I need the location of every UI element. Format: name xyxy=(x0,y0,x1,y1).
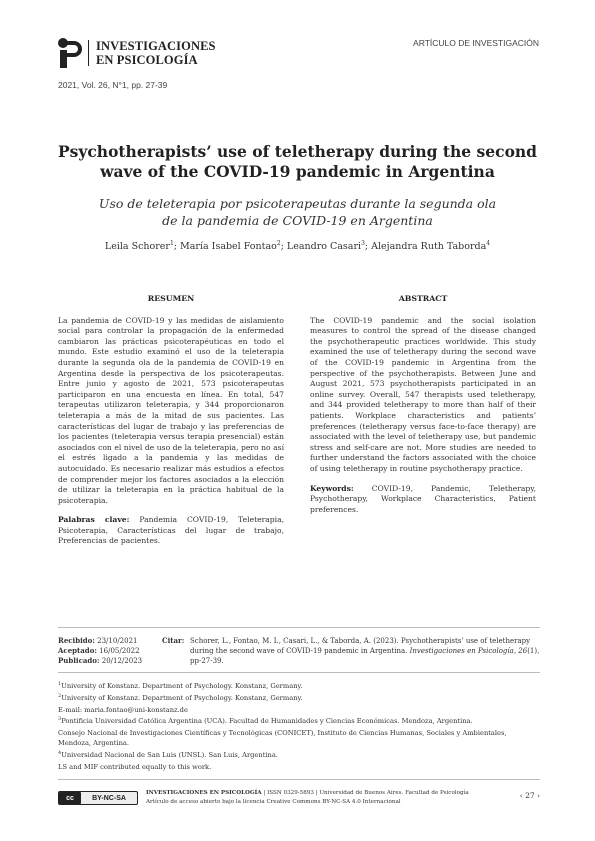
affiliation-item: $^4$Universidad Nacional de San Luis (UNSL). San Luis, Argentina. xyxy=(58,749,278,759)
author: Leila Schorer$^1$; xyxy=(104,240,181,253)
keywords-label: Palabras clave: xyxy=(58,515,130,525)
abstract-body: The COVID-19 pandemic and the social isolation measures to control the spread of the disease changed the psychotherapeutic practices worldwide. This study examined the use of teletherapy during the second wave of the COVID-19 pandemic in Argentina from the perspective of the psychotherapists. Between June and August 2021, 573 psychotherapists participated in an online survey. Overall, 547 therapists used teletherapy, and 344 provided teletherapy to more than half of their patients. Workplace characteristics and patients’ preferences (teletherapy versus face-to-face therapy) are associated with the level of teletherapy use, but pandemic stress and self-care are not. More studies are needed to further understand the factors associated with the choice of using teletherapy in routine psychotherapy practice. xyxy=(310,315,536,473)
contribution-note: LS and MIF contributed equally to this work. xyxy=(58,762,212,771)
creative-commons-icon: cc xyxy=(59,792,81,804)
publication-dates xyxy=(58,636,142,667)
license-code: BY-NC-SA xyxy=(92,794,126,802)
subtitle-line-1: Uso de teleterapia por psicoterapeutas durante la segunda ola xyxy=(98,196,497,211)
affiliation-item: Consejo Nacional de Investigaciones Científicas y Tecnológicas (CONICET), Instituto de Ciencias Humanas, Sociales y Ambientales, Mendoza, Argentina. xyxy=(58,729,507,748)
abstract-heading: ABSTRACT xyxy=(398,294,448,303)
affiliation-item: $^2$University of Konstanz. Department of Psychology. Konstanz, Germany. xyxy=(58,692,303,703)
divider xyxy=(58,627,540,628)
published-date: Publicado: 20/12/2023 xyxy=(58,656,143,666)
journal-name xyxy=(96,39,216,67)
journal-logo xyxy=(58,38,216,68)
keywords-label: Keywords: xyxy=(310,483,354,493)
keywords-text: COVID-19, Pandemic, Teletherapy, Psychotherapy, Workplace Characteristics, Patient preferences. xyxy=(310,483,536,514)
author: Leandro Casari$^3$; xyxy=(286,240,372,253)
footer-text xyxy=(146,789,506,807)
page-footer xyxy=(58,786,540,816)
citation-label: Citar: xyxy=(162,636,185,645)
keywords-text: Pandemia COVID-19, Teleterapia, Psicoterapia, Características del lugar de trabajo, Preferencias de pacientes. xyxy=(58,515,285,546)
affiliation-email[interactable]: E-mail: maria.fontao@uni-konstanz.de xyxy=(58,705,188,714)
journal-name-line2: EN PSICOLOGÍA xyxy=(96,53,198,67)
affiliation-item: $^1$University of Konstanz. Department of Psychology. Konstanz, Germany. xyxy=(58,681,303,691)
resumen-keywords xyxy=(58,515,284,547)
author: Alejandra Ruth Taborda$^4$ xyxy=(371,240,491,253)
accepted-date: Aceptado: 16/05/2022 xyxy=(58,646,140,656)
article-title xyxy=(40,142,555,182)
received-date: Recibido: 23/10/2021 xyxy=(58,636,138,645)
abstract-keywords xyxy=(310,484,536,516)
article-subtitle xyxy=(40,195,555,229)
divider xyxy=(58,672,540,673)
author-list xyxy=(40,240,555,252)
footer-license-note: Artículo de acceso abierto bajo la licencia Creative Commons BY-NC-SA 4.0 Internacional xyxy=(146,799,401,805)
title-line-1: Psychotherapists’ use of teletherapy during the second xyxy=(57,142,538,161)
citation-text: Schorer, L., Fontao, M. I., Casari, L., & Taborda, A. (2023). Psychotherapists’ use of teletherapy during the second wave of COVID-19 pandemic in Argentina. Investigaciones en Psicología, 26(1), pp-27-39. xyxy=(190,637,540,666)
affiliation-item: $^3$Pontificia Universidad Católica Argentina (UCA). Facultad de Humanidades y Ciencias Económicas. Mendoza, Argentina. xyxy=(58,716,473,726)
article-type: ARTÍCULO DE INVESTIGACIÓN xyxy=(413,38,539,48)
abstract-section xyxy=(310,294,536,515)
divider xyxy=(58,779,540,780)
author: María Isabel Fontao$^2$; xyxy=(180,240,287,253)
volume-info: 2021, Vol. 26, N°1, pp. 27-39 xyxy=(58,80,168,90)
journal-logo-icon xyxy=(58,38,82,68)
subtitle-line-2: de la pandemia de COVID-19 en Argentina xyxy=(162,213,433,228)
logo-divider xyxy=(88,40,89,66)
resumen-body: La pandemia de COVID-19 y las medidas de aislamiento social para controlar la propagación de la enfermedad cambiaron las prácticas psicoterapéuticas en todo el mundo. Este estudio examinó el uso de la teleterapia durante la segunda ola de la pandemia de COVID-19 en Argentina desde la perspectiva de los psicoterapeutas. Entre junio y agosto de 2021, 573 psicoterapeutas participaron en una encuesta en línea. En total, 547 terapeutas utilizaron teleterapia, y 344 proporcionaron teleterapia a más de la mitad de sus pacientes. Las características del lugar de trabajo y las preferencias de los pacientes (teleterapia versus terapia presencial) están asociados con el nivel de uso de la teleterapia, pero no así el estrés ligado a la pandemia y las medidas de autocuidado. Es necesario realizar más estudios a efectos de comprender mejor los factores asociados a la elección de utilizar la teleterapia en la práctica habitual de la psicoterapia. xyxy=(58,315,284,505)
resumen-heading: RESUMEN xyxy=(147,294,195,303)
page-number: ‹ 27 › xyxy=(519,791,540,800)
cc-license-badge[interactable] xyxy=(58,791,138,805)
affiliations xyxy=(58,680,540,772)
title-line-2: wave of the COVID-19 pandemic in Argentina xyxy=(100,162,495,181)
footer-journal-info: INVESTIGACIONES EN PSICOLOGÍA | ISSN 0329-5893 | Universidad de Buenos Aires. Facultad de Psicología xyxy=(146,790,469,796)
journal-name-line1: INVESTIGACIONES xyxy=(96,39,216,53)
resumen-section xyxy=(58,294,284,547)
